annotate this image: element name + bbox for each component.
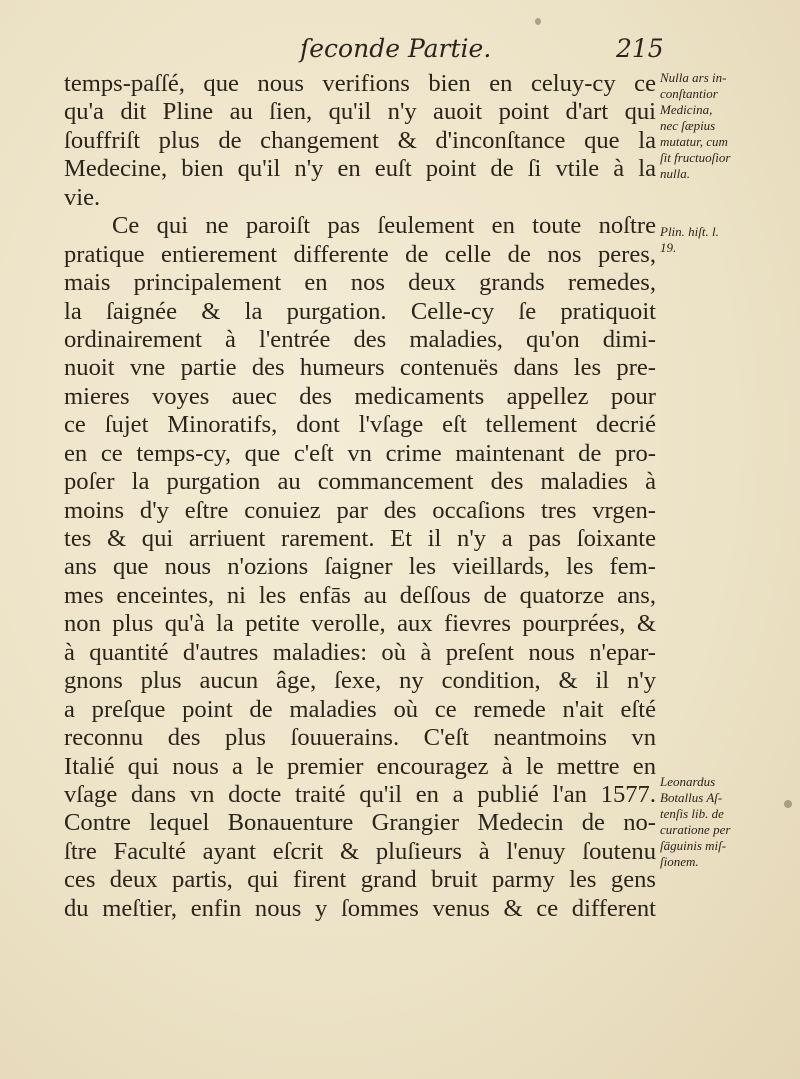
text-line: ce ſujet Minoratifs, dont l'vſage eſt tellement decrié	[64, 411, 656, 439]
running-title: ſeconde Partie.	[300, 34, 492, 63]
text-line: ces deux partis, qui firent grand bruit parmy les gens	[64, 866, 656, 894]
text-line: mes enceintes, ni les enfās au deſſous de quatorze ans,	[64, 581, 656, 609]
margin-note-line: Leonardus	[660, 774, 716, 789]
text-line: poſer la purgation au commancement des maladies à	[64, 468, 656, 496]
text-line: qu'a dit Pline au ſien, qu'il n'y auoit point d'art qui	[64, 98, 656, 126]
text-line: mieres voyes auec des medicaments appellez pour	[64, 382, 656, 410]
ink-spot	[535, 18, 541, 25]
text-line: du meſtier, enfin nous y ſommes venus & ce different	[64, 894, 656, 922]
margin-note-pliny-quote	[660, 70, 794, 182]
margin-note-line: mutatur, cum	[660, 134, 728, 149]
margin-note-line: nulla.	[660, 166, 690, 181]
text-line: Contre lequel Bonauenture Grangier Medecin de no-	[64, 809, 656, 837]
margin-note-line: Plin. hiſt. l.	[660, 224, 719, 239]
margin-note-line: nec ſæpius	[660, 118, 716, 133]
ink-spot	[784, 800, 792, 808]
text-line: mais principalement en nos deux grands remedes,	[64, 269, 656, 297]
margin-note-line: ſāguinis miſ-	[660, 838, 727, 853]
text-line: moins d'y eſtre conuiez par des occaſions tres vrgen-	[64, 496, 656, 524]
margin-note-line: tenſis lib. de	[660, 806, 724, 821]
text-line: vſage dans vn docte traité qu'il en a publié l'an 1577.	[64, 780, 656, 808]
margin-note-line: 19.	[660, 240, 677, 255]
text-line: Italié qui nous a le premier encouragez à le mettre en	[64, 752, 656, 780]
text-line: ſtre Faculté ayant eſcrit & pluſieurs à l'enuy ſoutenu	[64, 837, 656, 865]
text-line: vie.	[64, 183, 101, 211]
text-line: à quantité d'autres maladies: où à preſent nous n'epar-	[64, 638, 656, 666]
text-line: ordinairement à l'entrée des maladies, qu'on dimi-	[64, 325, 656, 353]
text-line: non plus qu'à la petite verolle, aux fievres pourprées, &	[64, 610, 656, 638]
margin-note-line: ſit fructuoſior	[660, 150, 731, 165]
text-line: gnons plus aucun âge, ſexe, ny condition, & il n'y	[64, 667, 656, 695]
text-line: temps-paſſé, que nous verifions bien en celuy-cy ce	[64, 70, 656, 97]
text-line: reconnu des plus ſouuerains. C'eſt neantmoins vn	[64, 724, 656, 752]
margin-note-line: curatione per	[660, 822, 731, 837]
body-text	[64, 70, 656, 923]
text-line: la ſaignée & la purgation. Celle-cy ſe pratiquoit	[64, 297, 656, 325]
page-header	[300, 34, 664, 68]
text-line: tes & qui arriuent rarement. Et il n'y a pas ſoixante	[64, 525, 656, 552]
page-number: 215	[616, 34, 664, 63]
text-line: pratique entierement differente de celle de nos peres,	[64, 240, 656, 268]
text-line: a preſque point de maladies où ce remede n'ait eſté	[64, 695, 656, 723]
text-line: en ce temps-cy, que c'eſt vn crime maintenant de pro-	[64, 439, 656, 467]
margin-note-line: Botallus Aſ-	[660, 790, 723, 805]
margin-note-line: Medicina,	[660, 102, 713, 117]
text-line: nuoit vne partie des humeurs contenuës dans les pre-	[64, 354, 656, 382]
margin-note-pliny-reference	[660, 224, 794, 256]
margin-note-botallus	[660, 774, 794, 870]
margin-note-line: conſtantior	[660, 86, 718, 101]
text-line: Ce qui ne paroiſt pas ſeulement en toute noſtre	[112, 212, 656, 240]
margin-note-line: Nulla ars in-	[660, 70, 727, 85]
text-line: Medecine, bien qu'il n'y en euſt point de ſi vtile à la	[64, 155, 656, 183]
text-line: ſouffriſt plus de changement & d'inconſtance que la	[64, 126, 656, 154]
text-line: ans que nous n'ozions ſaigner les vieillards, les fem-	[64, 553, 656, 581]
margin-note-line: ſionem.	[660, 854, 699, 869]
